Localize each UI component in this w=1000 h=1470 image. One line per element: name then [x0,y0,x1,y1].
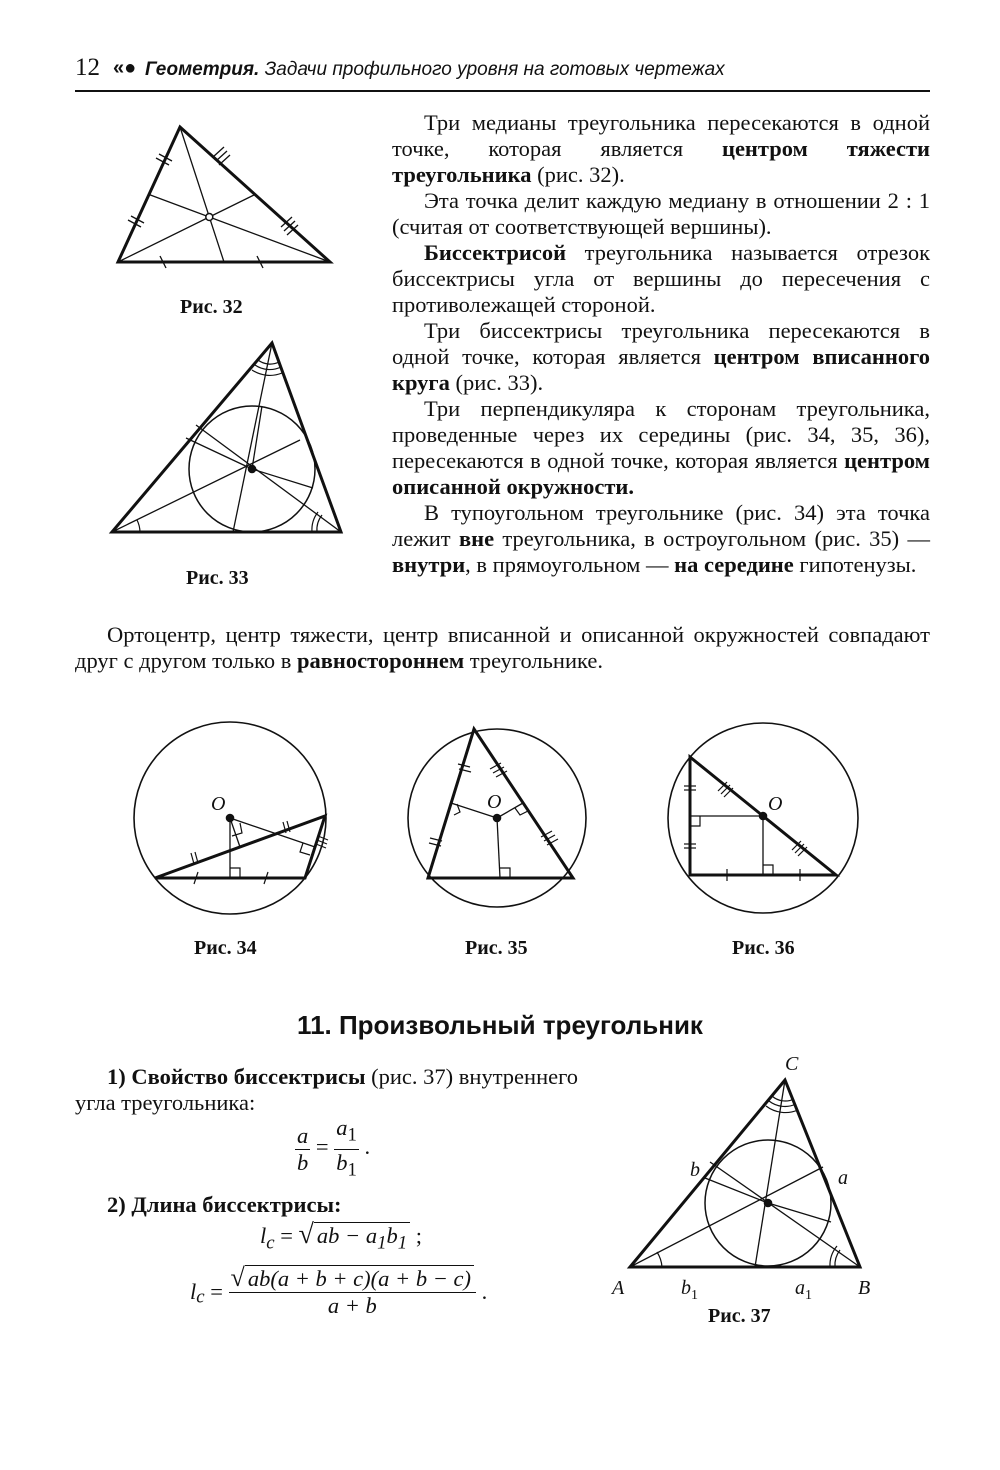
book-title-rest: Задачи профильного уровня на готовых чертежах [264,59,725,80]
fig37-angle-arcs [657,1096,840,1267]
text: a [795,1277,805,1299]
fig37-vertex-c: C [785,1053,799,1075]
text: (рис. 33). [449,370,544,395]
text: (рис. 32). [531,162,625,187]
fig35-label-o: O [487,791,502,813]
subscript: 1 [347,1124,357,1146]
fig37-vertex-b: B [858,1277,871,1299]
caption-fig36: Рис. 36 [732,937,795,959]
fig37-segment-a1 [795,1277,812,1303]
f1-equals: = [315,1134,329,1160]
fig37-incenter [764,1199,772,1207]
text: b [386,1223,398,1248]
term-incenter: центром вписанного круга [392,344,930,395]
section-title: 11. Произвольный треугольник [297,1010,703,1040]
caption-fig33: Рис. 33 [186,567,249,589]
fig37-side-a: a [838,1167,848,1189]
book-title-bold: Геометрия. [145,59,260,80]
header-marker: «● [113,57,137,79]
text: треугольника, в остроугольном (рис. 35) — [494,526,930,551]
fig37-radius [705,1178,768,1203]
text: треугольнике. [464,648,603,673]
f3-equals: = [210,1279,223,1304]
item2-number: 2) [107,1192,132,1217]
f1-a1: a [336,1115,348,1140]
text: Три медианы треугольника пересекаются в одной точке, которая является [392,110,930,161]
f3-denominator: a + b [327,1293,377,1318]
page-number: 12 [75,54,100,81]
sqrt-sign: √ [230,1263,245,1292]
text: Ортоцентр, центр тяжести, центр вписанной и описанной окружностей совпадают друг с другом только в [75,622,930,673]
fig34-label-o: O [211,793,226,815]
subscript: c [196,1286,205,1308]
text: b [681,1277,691,1299]
caption-fig34: Рис. 34 [194,937,257,959]
f3-numerator: ab(a + b + c)(a + b − c) [245,1265,474,1291]
text: Три биссектрисы треугольника пересекаются в одной точке, которая является [392,318,930,369]
term-inside: внутри [392,552,466,577]
text: Эта точка делит каждую медиану в отношении 2 : 1 (считая от соответствующей вершины). [392,188,930,239]
term-outside: вне [458,526,495,551]
text: , в прямоугольном — [465,552,675,577]
item1-text: (рис. 37) внутреннего угла треугольника: [75,1064,579,1115]
text: В тупоугольном треугольнике (рис. 34) эта точка лежит [392,500,930,551]
fig37-triangle [630,1080,860,1267]
text: ab − a [316,1223,378,1248]
f1-denominator: b [297,1149,309,1175]
f2-lhs: l [260,1223,267,1248]
term-midpoint: на середине [674,552,794,577]
item1-number: 1) [107,1064,132,1089]
subscript: 1 [691,1288,698,1303]
text: треугольника называется отрезок биссектрисы угла от вершины до пересечения с противолежащей стороной. [392,240,930,317]
term-bisector: Биссектрисой [424,240,567,265]
f1-period: . [364,1134,371,1160]
subscript: 1 [397,1232,408,1254]
subscript: 1 [377,1232,387,1254]
term-circumcenter: центром описанной окружности. [392,448,930,499]
fig37-radius [768,1203,831,1222]
f1-b1: b [336,1149,348,1175]
item1-term: Свойство биссектрисы [131,1064,366,1089]
f3-period: . [481,1279,488,1304]
fig37-segment-b1 [681,1277,698,1303]
subscript: 1 [347,1159,357,1180]
subscript: c [266,1232,275,1254]
sqrt-sign: √ [298,1219,314,1250]
f1-numerator: a [297,1122,309,1148]
item2-term: Длина биссектрисы: [131,1192,342,1217]
caption-fig35: Рис. 35 [465,937,528,959]
f3-lhs: l [190,1279,197,1304]
text: гипотенузы. [793,552,917,577]
f2-semicolon: ; [415,1223,422,1248]
term-centroid: центром тяжести треугольника [392,136,930,187]
fig37-side-b: b [690,1159,700,1181]
term-equilateral: равностороннем [297,648,465,673]
fig37-vertex-a: A [612,1277,625,1299]
subscript: 1 [805,1288,812,1303]
fig36-label-o: O [768,793,783,815]
fig37-bisector [630,1167,823,1267]
f2-equals: = [280,1223,293,1248]
text: Три перпендикуляра к сторонам треугольника, проведенные через их середины (рис. 34, 35, 36), пересекаются в одной точке, которая является [392,396,930,473]
caption-fig32: Рис. 32 [180,296,243,318]
caption-fig37: Рис. 37 [708,1305,771,1327]
